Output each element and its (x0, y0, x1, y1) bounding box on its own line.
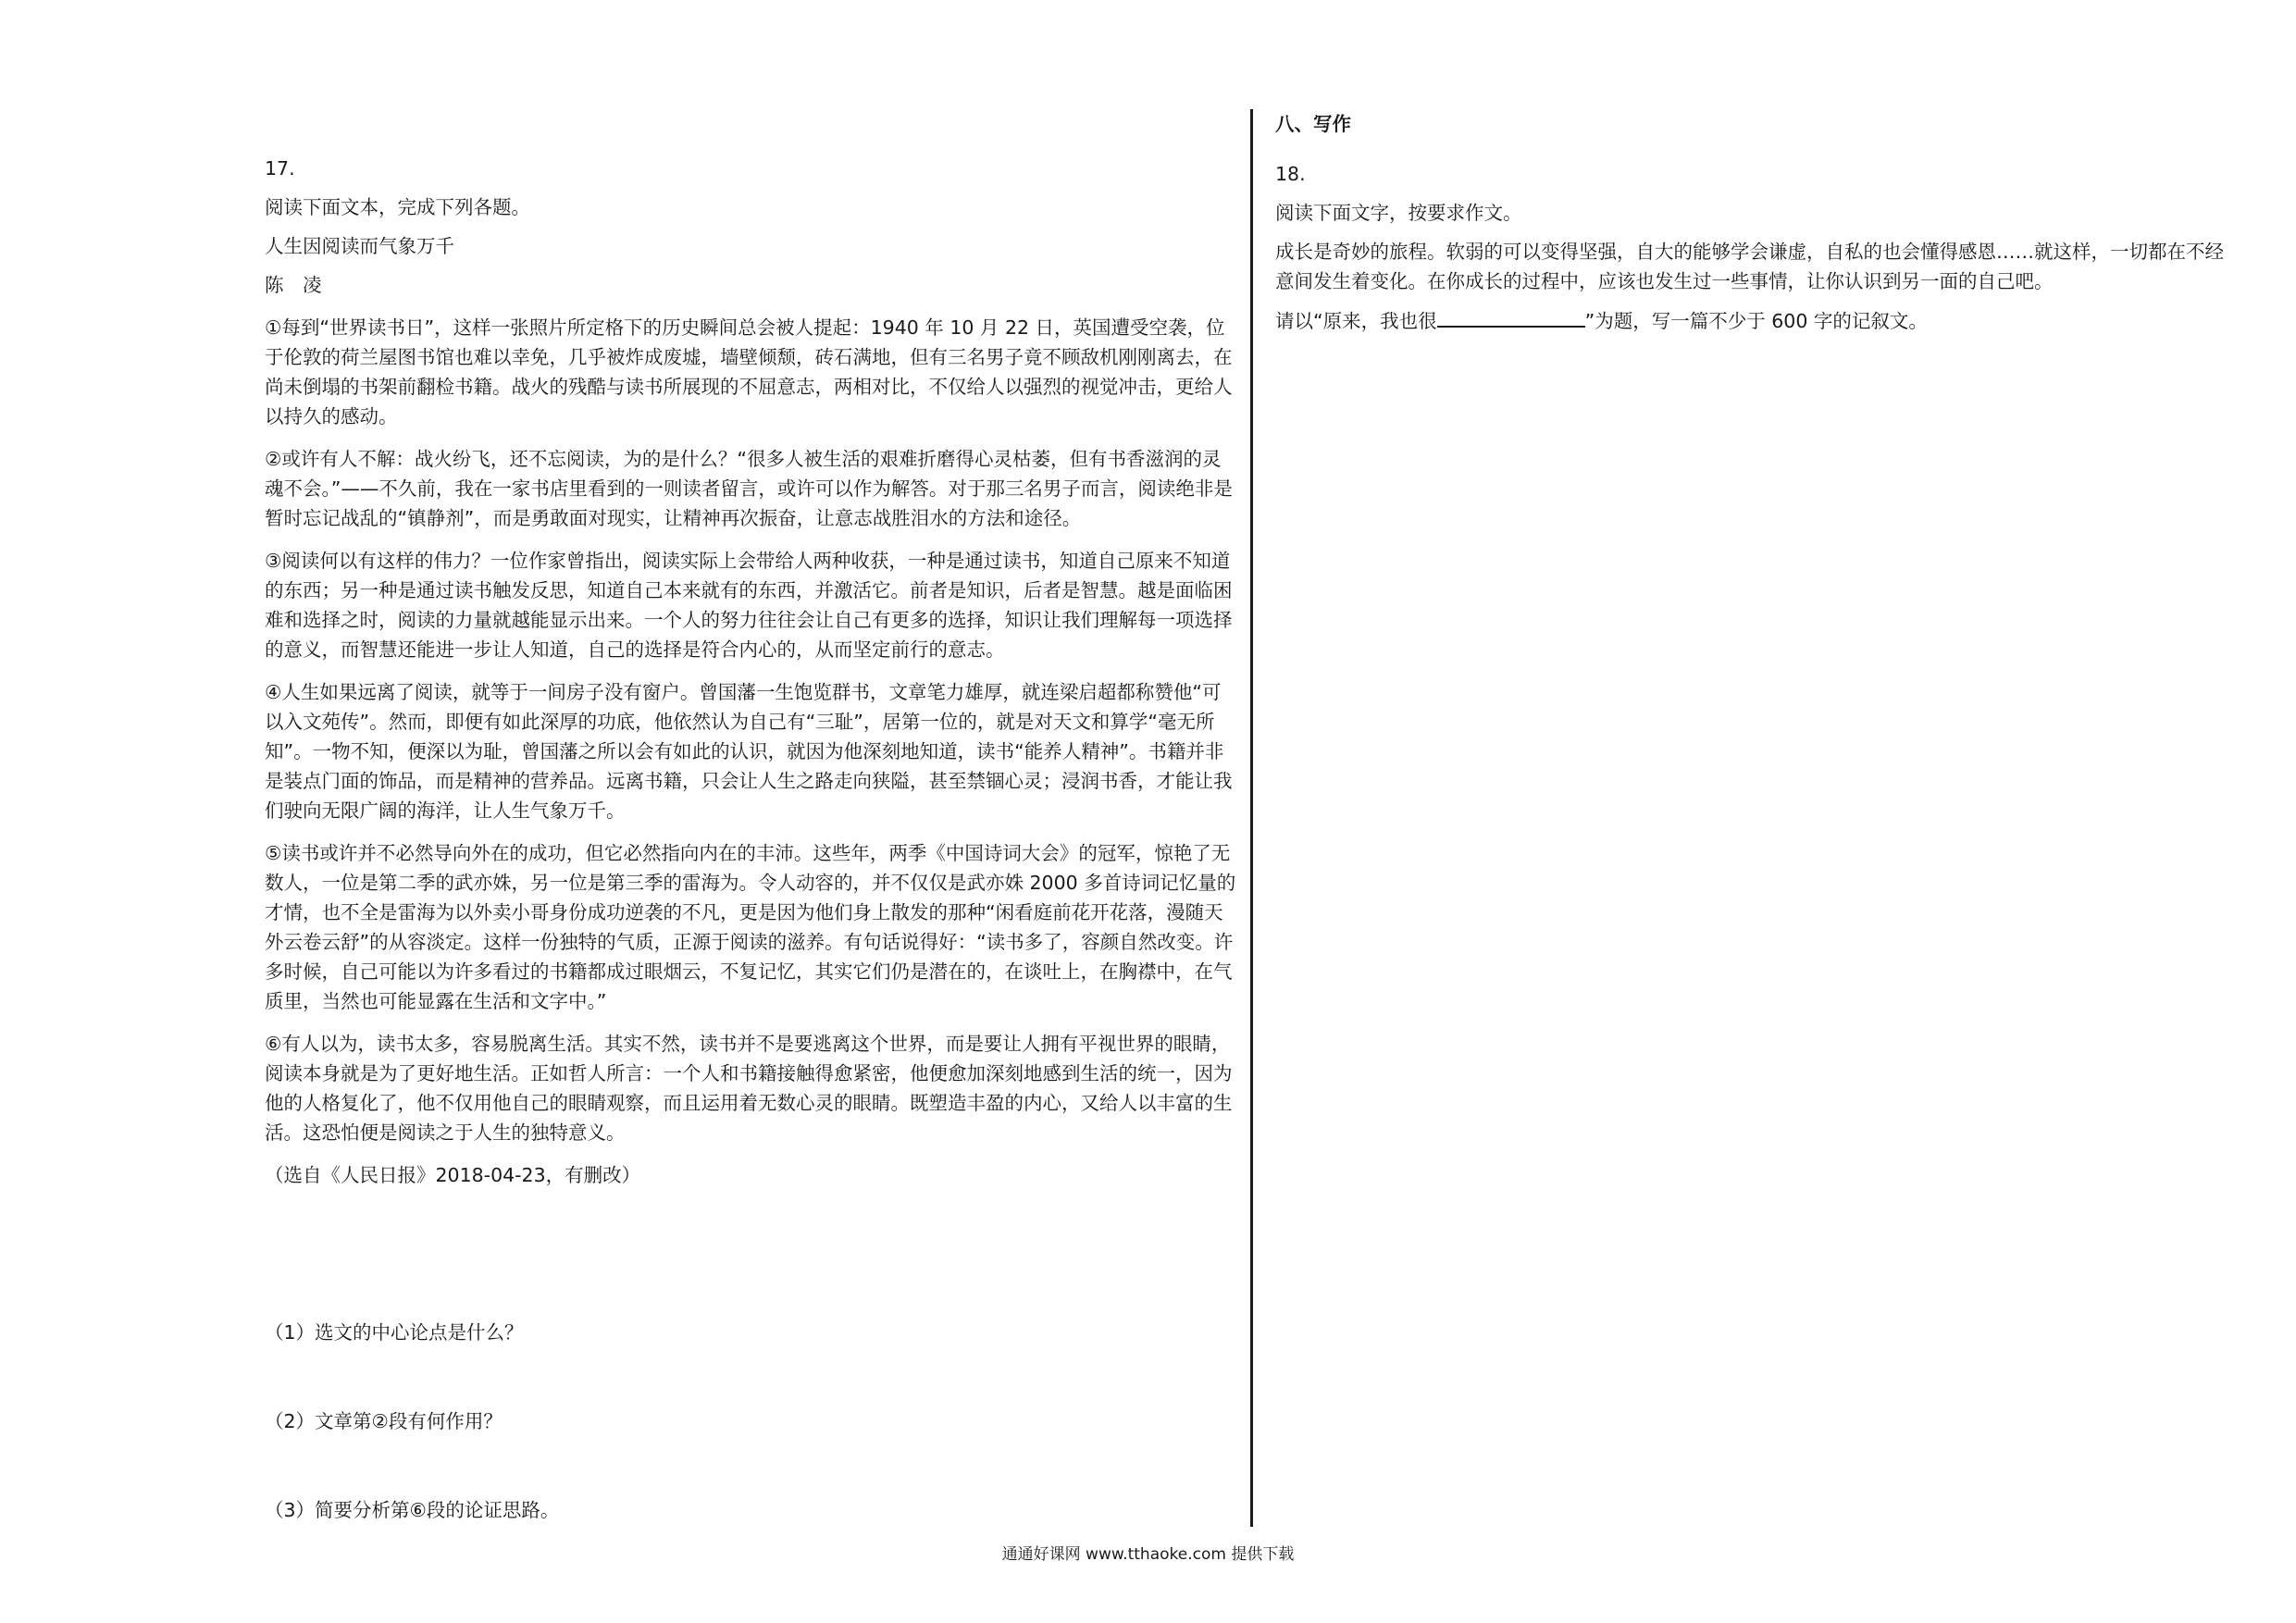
article-paragraph: ②或许有人不解：战火纷飞，还不忘阅读，为的是什么？“很多人被生活的艰难折磨得心灵枯萎，但有书香滋润的灵魂不会。”——不久前，我在一家书店里看到的一则读者留言，或许可以作为解答。对于那三名男子而言，阅读绝非是暂时忘记战乱的“镇静剂”，而是勇敢面对现实，让精神再次振奋，让意志战胜泪水的方法和途径。 (265, 448, 1233, 529)
section-title: 八、写作 (1275, 113, 1351, 135)
page-footer: 通通好课网 www.tthaoke.com 提供下载 (1001, 1545, 1295, 1564)
sub-question-2: （2）文章第②段有何作用？ (265, 1410, 503, 1432)
article-paragraph: ⑤读书或许并不必然导向外在的成功，但它必然指向内在的丰沛。这些年，两季《中国诗词大会》的冠军，惊艳了无数人，一位是第二季的武亦姝，另一位是第三季的雷海为。令人动容的，并不仅仅是武亦姝 2000 多首诗词记忆量的才情，也不全是雷海为以外卖小哥身份成功逆袭的不凡，更是因为他们身上散发的那种“闲看庭前花开花落，漫随天外云卷云舒”的从容淡定。这样一份独特的气质，正源于阅读的滋养。有句话说得好：“读书多了，容颜自然改变。许多时候，自己可能以为许多看过的书籍都成过眼烟云，不复记忆，其实它们仍是潜在的，在谈吐上，在胸襟中，在气质里，当然也可能显露在生活和文字中。” (265, 842, 1236, 1012)
question-instruction: 阅读下面文本，完成下列各题。 (265, 196, 530, 218)
requirement-text-before: 请以“原来，我也很 (1275, 310, 1437, 332)
question-17-column (265, 154, 1238, 1190)
writing-requirement (1275, 305, 2228, 336)
question-number: 17. (265, 157, 295, 180)
sub-question-1: （1）选文的中心论点是什么？ (265, 1321, 524, 1344)
requirement-text-after: ”为题，写一篇不少于 600 字的记叙文。 (1584, 310, 1928, 332)
column-divider (1250, 109, 1253, 1527)
writing-section-column (1275, 109, 2228, 336)
article-paragraph: ③阅读何以有这样的伟力？一位作家曾指出，阅读实际上会带给人两种收获，一种是通过读书，知道自己原来不知道的东西；另一种是通过读书触发反思，知道自己本来就有的东西，并激活它。前者是知识，后者是智慧。越是面临困难和选择之时，阅读的力量就越能显示出来。一个人的努力往往会让自己有更多的选择，知识让我们理解每一项选择的意义，而智慧还能进一步让人知道，自己的选择是符合内心的，从而坚定前行的意志。 (265, 550, 1233, 661)
sub-question-3: （3）简要分析第⑥段的论证思路。 (265, 1499, 560, 1521)
article-paragraph: ④人生如果远离了阅读，就等于一间房子没有窗户。曾国藩一生饱览群书，文章笔力雄厚，就连梁启超都称赞他“可以入文苑传”。然而，即便有如此深厚的功底，他依然认为自己有“三耻”，居第一位的，就是对天文和算学“毫无所知”。一物不知，便深以为耻，曾国藩之所以会有如此的认识，就因为他深刻地知道，读书“能养人精神”。书籍并非是装点门面的饰品，而是精神的营养品。远离书籍，只会让人生之路走向狭隘，甚至禁锢心灵；浸润书香，才能让我们驶向无限广阔的海洋，让人生气象万千。 (265, 681, 1233, 822)
article-source: （选自《人民日报》2018-04-23，有删改） (265, 1164, 641, 1186)
title-blank (1437, 305, 1585, 328)
question-number: 18. (1275, 163, 1306, 185)
article-title: 人生因阅读而气象万千 (265, 235, 454, 257)
question-instruction: 阅读下面文字，按要求作文。 (1275, 202, 1522, 224)
article-paragraph: ①每到“世界读书日”，这样一张照片所定格下的历史瞬间总会被人提起：1940 年 10 月 22 日，英国遭受空袭，位于伦敦的荷兰屋图书馆也难以幸免，几乎被炸成废墟，墙壁倾颓，砖石满地，但有三名男子竟不顾敌机刚刚离去，在尚未倒塌的书架前翻检书籍。战火的残酷与读书所展现的不屈意志，两相对比，不仅给人以强烈的视觉冲击，更给人以持久的感动。 (265, 316, 1233, 427)
article-paragraph: ⑥有人以为，读书太多，容易脱离生活。其实不然，读书并不是要逃离这个世界，而是要让人拥有平视世界的眼睛，阅读本身就是为了更好地生活。正如哲人所言：一个人和书籍接触得愈紧密，他便愈加深刻地感到生活的统一，因为他的人格复化了，他不仅用他自己的眼睛观察，而且运用着无数心灵的眼睛。既塑造丰盈的内心，又给人以丰富的生活。这恐怕便是阅读之于人生的独特意义。 (265, 1033, 1233, 1144)
writing-prompt: 成长是奇妙的旅程。软弱的可以变得坚强，自大的能够学会谦虚，自私的也会懂得感恩……就这样，一切都在不经意间发生着变化。在你成长的过程中，应该也发生过一些事情，让你认识到另一面的自己吧。 (1275, 241, 2224, 292)
article-author: 陈 凌 (265, 274, 322, 296)
